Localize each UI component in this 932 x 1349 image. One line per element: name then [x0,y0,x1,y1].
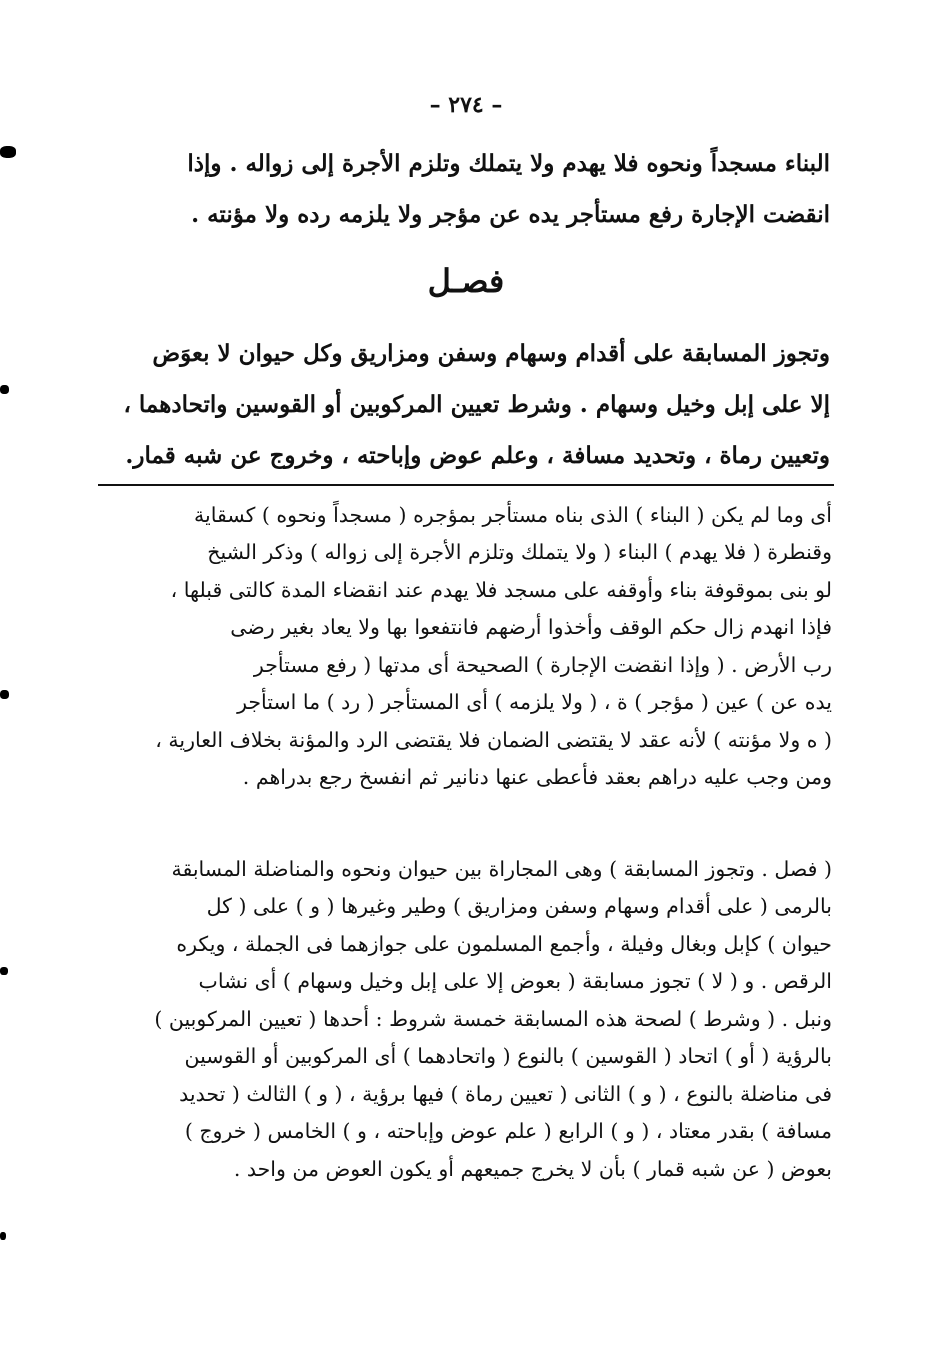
commentary-block-1 [98,496,832,796]
section-heading: فصـل [427,262,505,300]
commentary-line: ونبل . ( وشرط ) لصحة هذه المسابقة خمسة شروط : أحدها ( تعيين المركوبين ) [154,1006,832,1031]
commentary-line: وقنطرة ( فلا يهدم ) البناء ( ولا يتملك وتلزم الأجرة إلى زواله ) وذكر الشيخ [207,540,832,564]
main-text-section [100,328,830,481]
commentary-divider [98,484,834,486]
commentary-line: فإذا انهدم زال حكم الوقف وأخذوا أرضهم فانتفعوا بها ولا يعاد بغير رضى [230,615,832,639]
margin-ink-mark [0,967,8,975]
text-line: وتجوز المسابقة على أقدام وسهام وسفن ومزاريق وكل حيوان لا بعوَض [152,340,830,367]
commentary-line: حيوان ) كإبل وبغال وفيلة ، وأجمع المسلمون على جوازهما فى الجملة ، ويكره [176,931,832,956]
commentary-line: لو بنى بموقوفة بناء وأوقفه على مسجد فلا يهدم عند انقضاء المدة كالتى قبلها ، [170,577,832,602]
commentary-line: مسافة ) بقدر معتاد ، ( و ) الرابع ( علم عوض وإباحته ، و ) الخامس ( خروج ) [184,1119,832,1143]
text-line: انقضت الإجارة رفع مستأجر يده عن مؤجر ولا يلزمه رده ولا مؤنته . [191,201,830,228]
commentary-line: الرقص . و ( لا ) تجوز مسابقة ( بعوض إلا على إبل وخيل وسهام ) أى نشاب [198,969,832,993]
commentary-line: فى مناضلة بالنوع ، ( و ) الثانى ( تعيين رماة ) فيها برؤية ، ( و ) الثالث ( تحديد [179,1081,832,1106]
commentary-block-2 [98,850,832,1188]
commentary-line: أى وما لم يكن ( البناء ) الذى بناه مستأجر بمؤجره ( مسجداً ونحوه ) كسقاية [194,502,832,527]
margin-ink-mark [0,1232,6,1240]
commentary-line: ( ه ولا مؤنته ) لأنه عقد لا يقتضى الضمان فلا يقتضى الرد والمؤنة بخلاف العارية ، [155,727,832,752]
commentary-line: ( فصل . وتجوز المسابقة ) وهى المجاراة بين حيوان ونحوه والمناضلة المسابقة [171,856,832,881]
page-number: – ٢٧٤ – [429,92,503,118]
text-line: إلا على إبل وخيل وسهام . وشرط تعيين المركوبين أو القوسين واتحادهما ، [123,391,830,418]
text-line: البناء مسجداً ونحوه فلا يهدم ولا يتملك وتلزم الأجرة إلى زواله . وإذا [187,150,830,177]
commentary-line: بالرمى ( على أقدام وسهام وسفن ومزاريق ) وطير وغيرها ( و ) على ( كل [206,894,832,918]
commentary-line: رب الأرض . ( وإذا انقضت الإجارة ) الصحيحة أى مدتها ( رفع مستأجر [253,652,832,677]
commentary-line: بالرؤية ( أو ) اتحاد ( القوسين ) بالنوع ( واتحادهما ) أى المركوبين أو القوسين [184,1044,832,1068]
commentary-line: يده عن ) عين ( مؤجر ) ة ، ( ولا يلزمه ) أى المستأجر ( رد ) ما استأجر [237,690,832,714]
commentary-line: بعوض ( عن شبه قمار ) بأن لا يخرج جميعهم أو يكون العوض من واحد . [233,1156,832,1181]
main-text-continuation [100,138,830,240]
margin-ink-mark [0,690,9,699]
text-line: وتعيين رماة ، وتحديد مسافة ، وعلم عوض وإباحته ، وخروج عن شبه قمار. [125,442,830,469]
margin-ink-mark [0,146,16,158]
margin-ink-mark [0,385,9,394]
commentary-line: ومن وجب عليه دراهم بعقد فأعطى عنها دنانير ثم انفسخ رجع بدراهم . [242,765,832,789]
